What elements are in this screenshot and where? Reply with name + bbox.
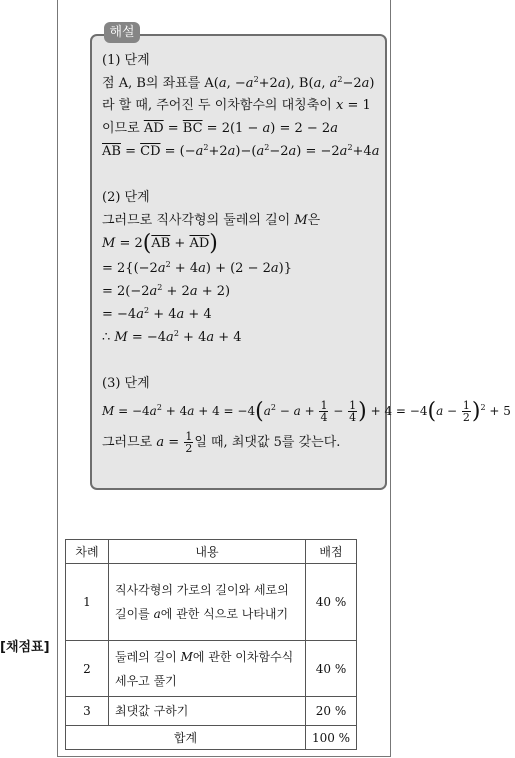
table-total-row <box>66 726 357 750</box>
grading-table <box>65 539 357 750</box>
step2-line3: = $2\{(-2a^2 + 4a) + (2 - 2a)\}$ <box>102 260 292 276</box>
table-row <box>66 697 357 726</box>
header-content: 내용 <box>109 540 306 564</box>
step2-line6: ∴ $M = -4a^2 + 4a + 4$ <box>102 329 242 345</box>
row-score: 40 % <box>306 564 357 641</box>
step3-line1: $M = -4a^2 + 4a + 4 = -4(a^2 - a$ + $\frac{1}{4}$ − $\frac{1}{4}$ ) + 4 = −4(a − $\frac{1}{2}$ )$^2$ + 5 <box>102 399 511 424</box>
step2-line5: = $-4a^2 + 4a + 4$ <box>102 306 212 322</box>
row-step: 2 <box>66 641 109 697</box>
row-step: 3 <box>66 697 109 726</box>
step2-line4: = $2(-2a^2 + 2a + 2)$ <box>102 283 231 299</box>
row-score: 20 % <box>306 697 357 726</box>
row-score: 40 % <box>306 641 357 697</box>
table-header-row <box>66 540 357 564</box>
step2-line2: $M = 2(\overline{AB} + \overline{AD})$ <box>102 231 218 256</box>
step2-heading: (2) 단계 <box>102 190 150 205</box>
total-label: 합계 <box>66 726 306 750</box>
step1-line4: $\overline{AB} = \overline{CD} = (-a^2+2a)-(a^2-2a) = -2a^2+4a$ <box>102 143 380 159</box>
row-content: 직사각형의 가로의 길이와 세로의 길이를 a에 관한 식으로 나타내기 <box>109 564 306 641</box>
header-step: 차례 <box>66 540 109 564</box>
step1-heading: (1) 단계 <box>102 53 150 68</box>
step2-line1: 그러므로 직사각형의 둘레의 길이 M은 <box>102 213 321 228</box>
step3-heading: (3) 단계 <box>102 376 150 391</box>
total-score: 100 % <box>306 726 357 750</box>
table-row <box>66 641 357 697</box>
step1-line3: 이므로 $\overline{AD} = \overline{BC} = 2(1 - a) = 2 - 2a$ <box>102 121 338 136</box>
grading-label: [채점표] <box>0 640 50 655</box>
header-score: 배점 <box>306 540 357 564</box>
step1-line1: 점 A, B의 좌표를 A(a, $-a^2+2a$), B(a, $a^2-2a$) <box>102 75 375 91</box>
row-step: 1 <box>66 564 109 641</box>
row-content: 최댓값 구하기 <box>109 697 306 726</box>
solution-tag: 해설 <box>104 22 140 43</box>
row-content: 둘레의 길이 M에 관한 이차함수식 세우고 풀기 <box>109 641 306 697</box>
step1-line2: 라 할 때, 주어진 두 이차함수의 대칭축이 x = 1 <box>102 98 371 113</box>
step3-line2: 그러므로 a = $\frac{1}{2}$ 일 때, 최댓값 5를 갖는다. <box>102 430 341 455</box>
table-row <box>66 564 357 641</box>
